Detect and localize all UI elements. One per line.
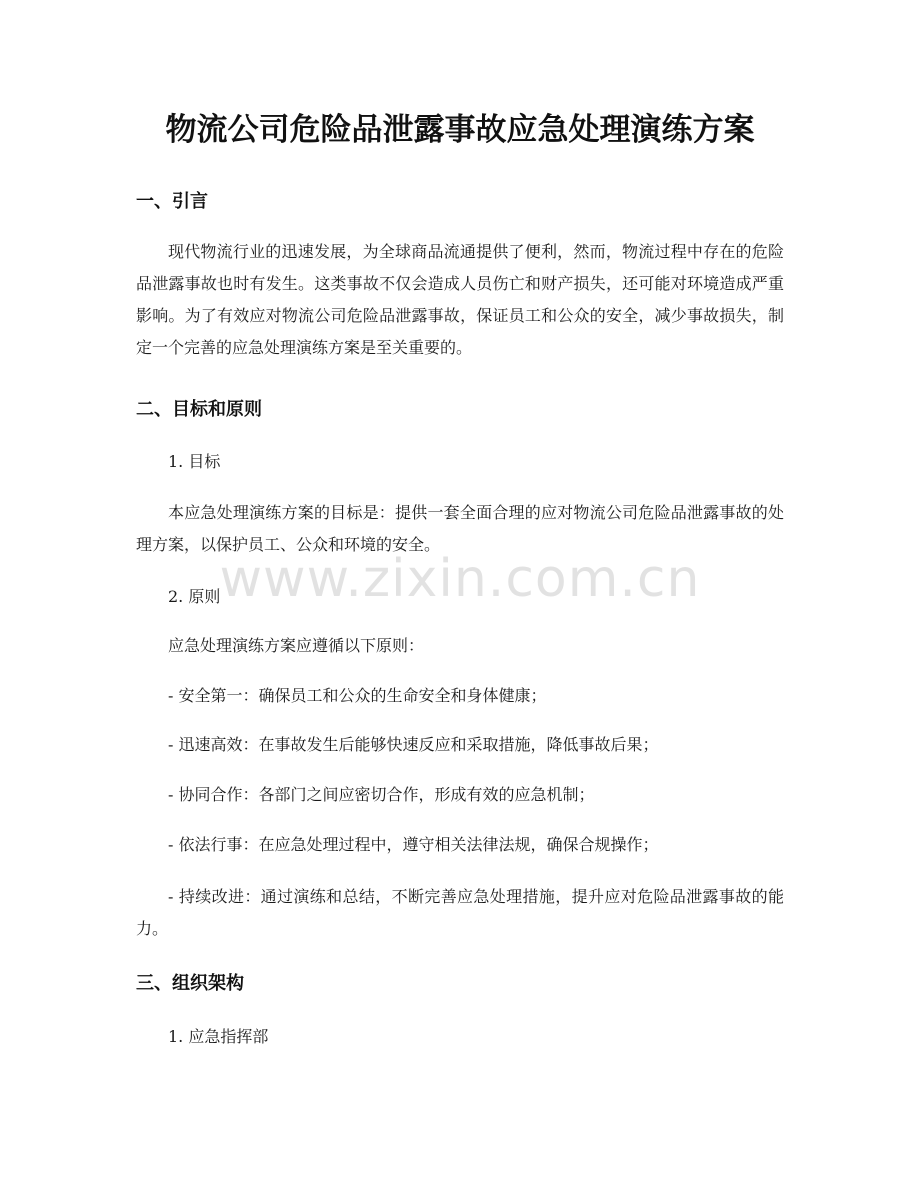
principle-item: - 依法行事：在应急处理过程中，遵守相关法律法规，确保合规操作； [168,835,659,854]
principle-intro: 应急处理演练方案应遵循以下原则： [168,636,425,655]
intro-paragraph: 现代物流行业的迅速发展，为全球商品流通提供了便利，然而，物流过程中存在的危险品泄露事故也时有发生。这类事故不仅会造成人员伤亡和财产损失，还可能对环境造成严重影响。为了有效应对物流公司危险品泄露事故，保证员工和公众的安全，减少事故损失，制定一个完善的应急处理演练方案是至关重要的。 [136,242,784,357]
goal-label: 1. 目标 [168,452,221,471]
section-heading-org: 三、组织架构 [136,973,244,994]
document-title: 物流公司危险品泄露事故应急处理演练方案 [165,112,755,148]
org-item-1: 1. 应急指挥部 [168,1027,269,1046]
section-heading-goals: 二、目标和原则 [136,399,262,420]
principle-label: 2. 原则 [168,587,221,606]
section-heading-intro: 一、引言 [136,191,208,212]
watermark-text: www.zixin.com.cn [219,549,701,609]
principle-item: - 协同合作：各部门之间应密切合作，形成有效的应急机制； [168,785,595,804]
principle-item: - 安全第一：确保员工和公众的生命安全和身体健康； [168,686,547,705]
principle-item: - 持续改进：通过演练和总结，不断完善应急处理措施，提升应对危险品泄露事故的能力。 [136,887,784,938]
goal-text: 本应急处理演练方案的目标是：提供一套全面合理的应对物流公司危险品泄露事故的处理方案，以保护员工、公众和环境的安全。 [136,503,784,554]
principle-item: - 迅速高效：在事故发生后能够快速反应和采取措施，降低事故后果； [168,735,659,754]
